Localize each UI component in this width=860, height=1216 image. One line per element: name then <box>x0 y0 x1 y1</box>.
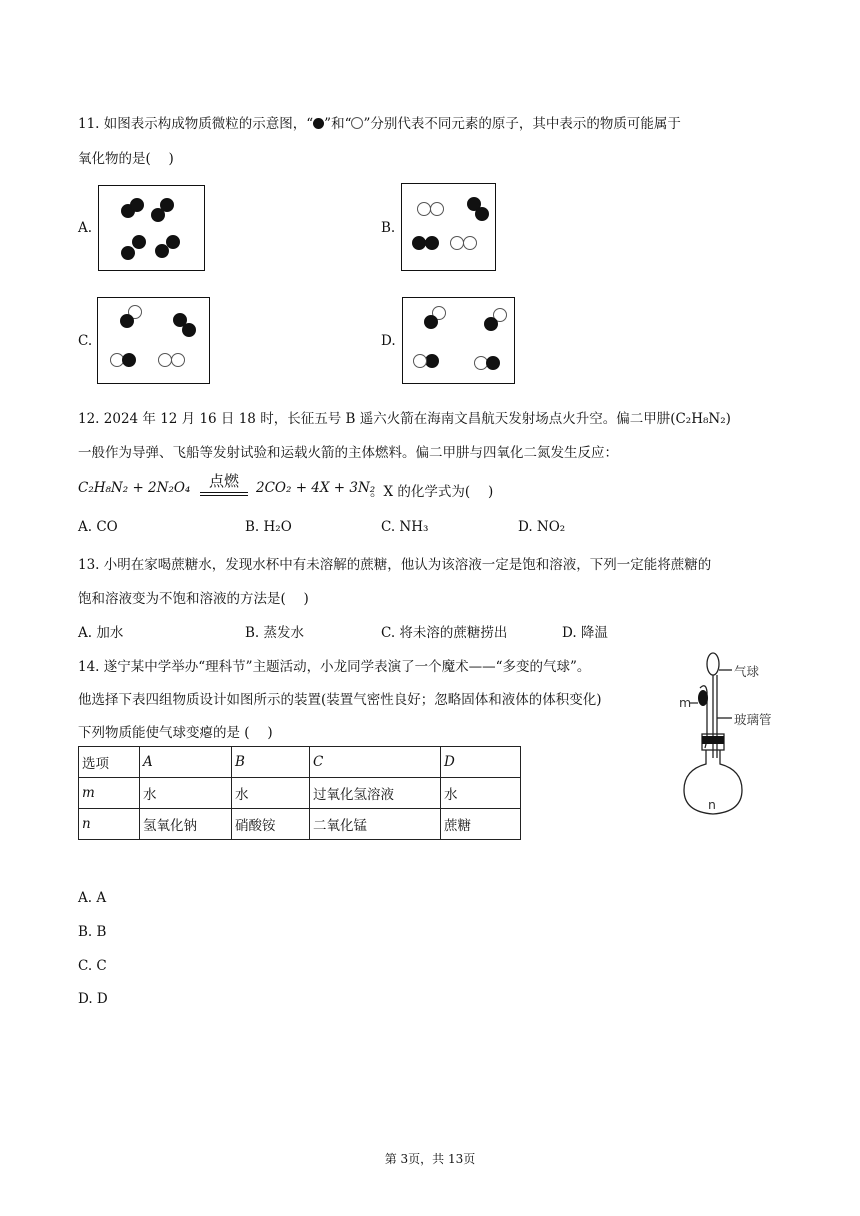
q12-option-a[interactable]: A. CO <box>78 519 118 535</box>
q14-line2: 他选择下表四组物质设计如图所示的装置(装置气密性良好；忽略固体和液体的体积变化) <box>78 692 602 708</box>
q11-option-b-diagram <box>401 183 496 271</box>
m-label: m <box>679 695 692 710</box>
q12-option-b[interactable]: B. H₂O <box>245 519 292 535</box>
table-row: n 氢氧化钠 硝酸铵 二氧化锰 蔗糖 <box>79 809 521 840</box>
q11-option-c-diagram <box>97 297 210 384</box>
q11-option-d-diagram <box>402 297 515 384</box>
black-atom-icon <box>313 118 324 129</box>
tube-label: 玻璃管 <box>734 712 772 727</box>
q11-stem-line2: 氧化物的是( ) <box>78 151 174 167</box>
q12-option-c[interactable]: C. NH₃ <box>381 519 429 535</box>
q11-option-a-label[interactable]: A. <box>78 220 93 236</box>
q14-option-b[interactable]: B. B <box>78 924 107 940</box>
q13-line2: 饱和溶液变为不饱和溶液的方法是( ) <box>78 591 309 607</box>
q12-equation-right: 2CO₂ + 4X + 3N₂ <box>256 480 376 496</box>
q11-stem-line1: 11. 如图表示构成物质微粒的示意图，“ ”和“ ”分别代表不同元素的原子，其中表示的物质可能属于 <box>78 116 681 132</box>
q11-option-d-label[interactable]: D. <box>381 333 396 349</box>
balloon-label: 气球 <box>734 664 760 679</box>
n-label: n <box>708 797 716 812</box>
q12-equation-left: C₂H₈N₂ + 2N₂O₄ <box>78 480 191 496</box>
q14-option-d[interactable]: D. D <box>78 991 108 1007</box>
q11-option-b-label[interactable]: B. <box>381 220 396 236</box>
q12-equation-tail: 。X 的化学式为( ) <box>370 484 494 500</box>
table-row: m 水 水 过氧化氢溶液 水 <box>79 778 521 809</box>
q13-option-c[interactable]: C. 将未溶的蔗糖捞出 <box>381 625 508 641</box>
q14-line3: 下列物质能使气球变瘪的是 ( ) <box>78 725 273 741</box>
page-footer: 第 3页，共 13页 <box>384 1152 476 1166</box>
q11-option-a-diagram <box>98 185 205 271</box>
q14-option-c[interactable]: C. C <box>78 958 107 974</box>
q11-option-c-label[interactable]: C. <box>78 333 93 349</box>
q12-equation-condition: 点燃 <box>200 470 248 496</box>
q13-option-d[interactable]: D. 降温 <box>562 625 608 641</box>
q12-line2: 一般作为导弹、飞船等发射试验和运载火箭的主体燃料。偏二甲肼与四氧化二氮发生反应： <box>78 445 618 461</box>
q14-option-a[interactable]: A. A <box>78 890 107 906</box>
q14-options-table <box>78 746 521 840</box>
q13-line1: 13. 小明在家喝蔗糖水，发现水杯中有未溶解的蔗糖，他认为该溶液一定是饱和溶液，下列一定能将蔗糖的 <box>78 557 712 573</box>
q12-option-d[interactable]: D. NO₂ <box>518 519 566 535</box>
q13-option-a[interactable]: A. 加水 <box>78 625 124 641</box>
q13-option-b[interactable]: B. 蒸发水 <box>245 625 305 641</box>
white-atom-icon <box>351 117 363 129</box>
table-row: 选项 A B C D <box>79 747 521 778</box>
q12-line1: 12. 2024 年 12 月 16 日 18 时，长征五号 B 遥六火箭在海南文昌航天发射场点火升空。偏二甲肼(C₂H₈N₂) <box>78 411 731 427</box>
q14-line1: 14. 遂宁某中学举办“理科节”主题活动，小龙同学表演了一个魔术——“多变的气球”。 <box>78 659 591 675</box>
